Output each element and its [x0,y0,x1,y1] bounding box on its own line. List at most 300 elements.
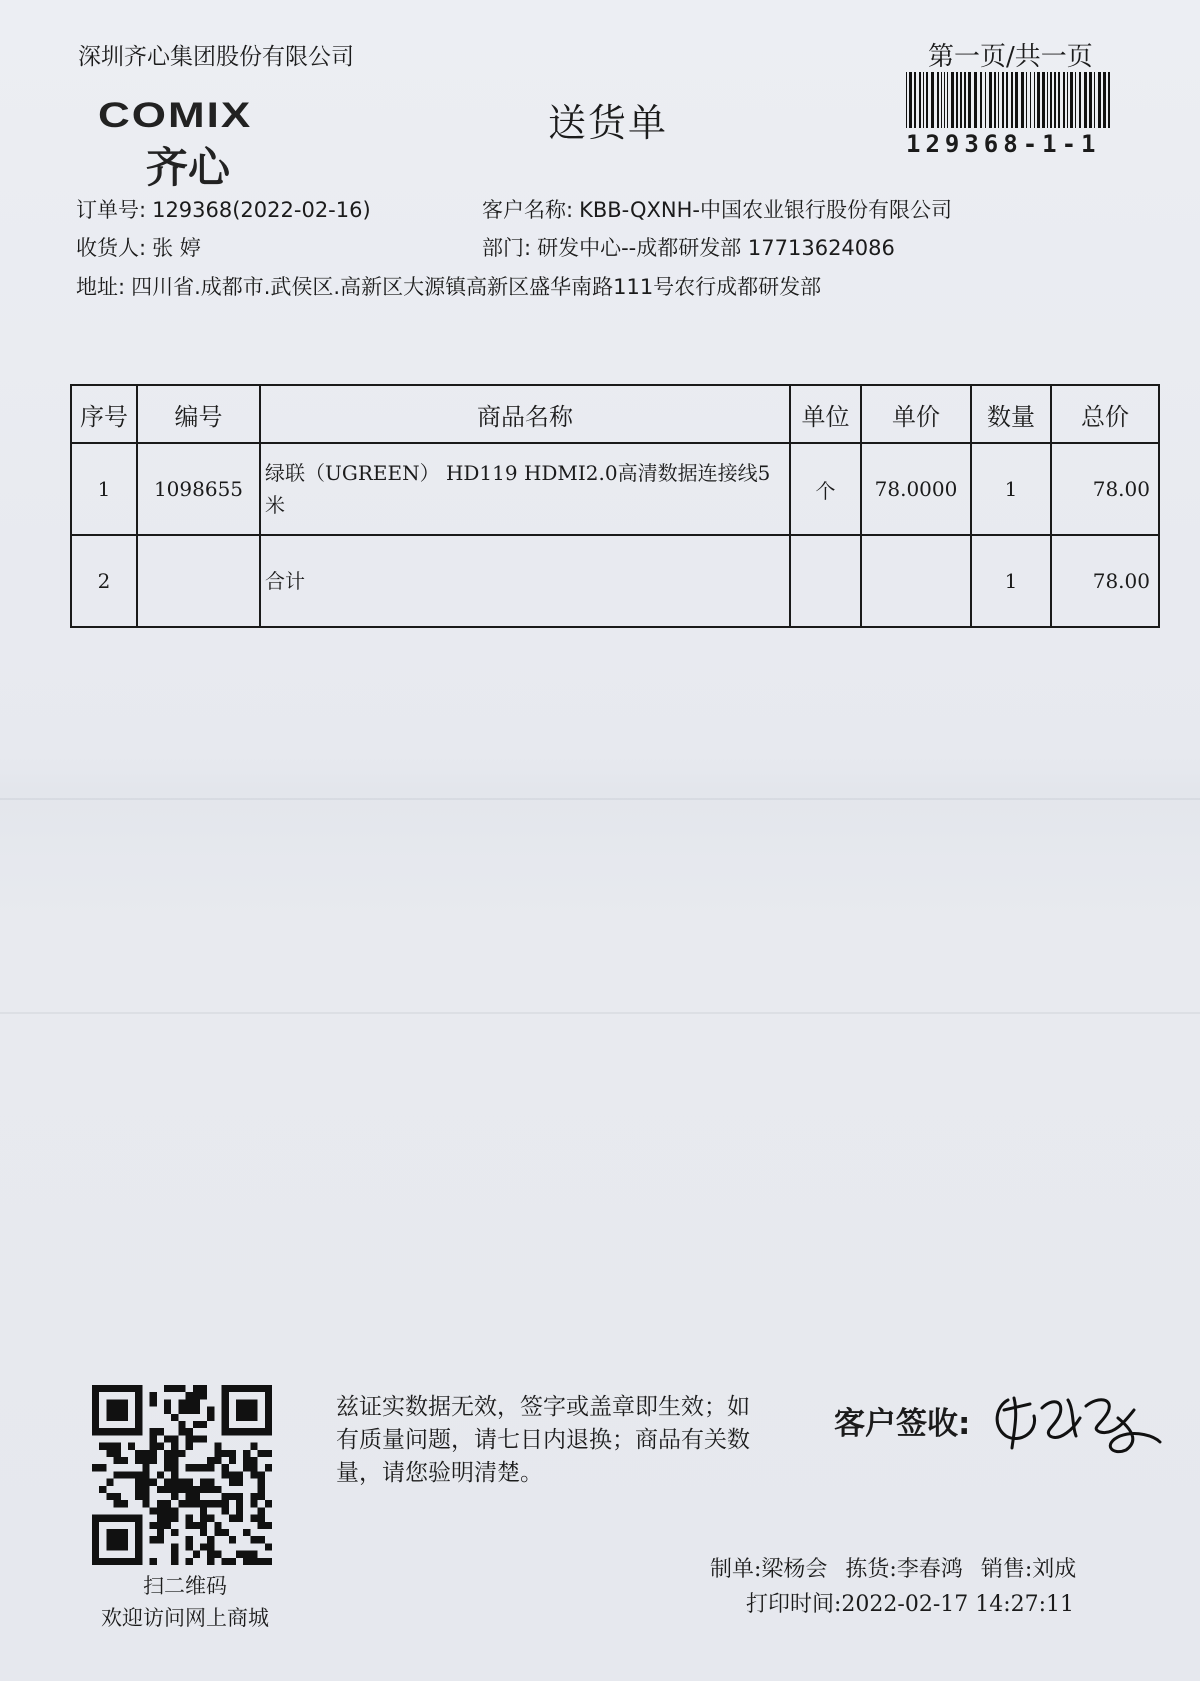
barcode-bar [1067,72,1068,128]
qr-module [222,1392,229,1399]
qr-module [114,1443,121,1450]
barcode-bar [937,72,939,128]
qr-module [135,1392,142,1399]
qr-module [135,1450,142,1457]
qr-module [236,1471,243,1478]
qr-module [222,1500,229,1507]
qr-module [193,1500,200,1507]
qr-module [243,1529,250,1536]
customer-name [482,194,952,224]
qr-module [99,1443,106,1450]
barcode-bar [941,72,942,128]
qr-module [236,1385,243,1392]
order-number [76,194,371,224]
qr-module [106,1543,113,1550]
header-unit: 单位 [790,385,861,443]
qr-module [157,1529,164,1536]
barcode-bar [1006,72,1008,128]
qr-module [229,1536,236,1543]
qr-module [200,1543,207,1550]
qr-module [128,1558,135,1565]
qr-module [121,1558,128,1565]
qr-module [150,1457,157,1464]
cell-seq: 1 [71,443,137,535]
qr-module [193,1464,200,1471]
barcode-bar [944,72,945,128]
qr-module [250,1428,257,1435]
qr-module [178,1486,185,1493]
qr-module [236,1407,243,1414]
qr-module [106,1479,113,1486]
qr-module [142,1464,149,1471]
qr-module [207,1407,214,1414]
qr-module [150,1536,157,1543]
customer-sign-label: 客户签收: [834,1406,971,1442]
qr-module [200,1421,207,1428]
qr-module [121,1399,128,1406]
qr-module [229,1428,236,1435]
qr-module [265,1399,272,1406]
cell-unit-price [861,535,971,627]
qr-module [193,1421,200,1428]
qr-module [207,1464,214,1471]
receiver-value: 张 婷 [152,236,201,260]
qr-module [243,1399,250,1406]
qr-module [171,1486,178,1493]
qr-module [99,1558,106,1565]
qr-module [186,1479,193,1486]
qr-module [207,1558,214,1565]
address-label: 地址: [76,275,126,299]
qr-module [214,1551,221,1558]
qr-module [250,1536,257,1543]
barcode-bar [1050,72,1052,128]
qr-module [164,1457,171,1464]
qr-module [157,1471,164,1478]
qr-module [222,1414,229,1421]
qr-module [178,1407,185,1414]
qr-module [193,1385,200,1392]
qr-module [142,1450,149,1457]
qr-module [186,1443,193,1450]
qr-module [135,1543,142,1550]
qr-module [178,1450,185,1457]
cell-quantity: 1 [971,443,1051,535]
cell-unit-price: 78.0000 [861,443,971,535]
qr-module [157,1536,164,1543]
qr-module [171,1479,178,1486]
qr-module [207,1479,214,1486]
qr-module [222,1399,229,1406]
qr-module [150,1479,157,1486]
qr-module [114,1529,121,1536]
qr-module [171,1464,178,1471]
receiver [76,232,201,262]
qr-module [99,1385,106,1392]
qr-module [186,1558,193,1565]
qr-module [222,1407,229,1414]
qr-module [258,1507,265,1514]
qr-module [92,1515,99,1522]
qr-module [128,1443,135,1450]
qr-module [92,1385,99,1392]
maker: 制单:梁杨会 [710,1557,828,1582]
qr-module [150,1399,157,1406]
items-table [70,384,1160,628]
qr-module [250,1399,257,1406]
qr-module [243,1385,250,1392]
qr-module [106,1428,113,1435]
qr-module [258,1486,265,1493]
header-total: 总价 [1051,385,1159,443]
qr-module [265,1543,272,1550]
cell-code [137,535,260,627]
barcode-bar [980,72,982,128]
qr-module [114,1407,121,1414]
barcode-bar [1047,72,1048,128]
qr-module [114,1385,121,1392]
barcode-bar [1011,72,1013,128]
qr-module [135,1515,142,1522]
qr-module [92,1392,99,1399]
qr-module [121,1385,128,1392]
qr-module [135,1558,142,1565]
cell-unit [790,535,861,627]
qr-module [106,1443,113,1450]
qr-module [265,1392,272,1399]
qr-module [135,1457,142,1464]
barcode-bar [951,72,954,128]
qr-module [164,1399,171,1406]
qr-module [114,1543,121,1550]
qr-module [186,1464,193,1471]
qr-module [229,1450,236,1457]
cell-product-name: 合计 [260,535,790,627]
qr-module [200,1435,207,1442]
qr-module [229,1385,236,1392]
qr-module [265,1522,272,1529]
qr-module [135,1385,142,1392]
qr-module [265,1500,272,1507]
qr-module [171,1558,178,1565]
qr-module [171,1450,178,1457]
barcode-bar [1021,72,1024,128]
qr-module [150,1558,157,1565]
qr-module [142,1486,149,1493]
qr-module [222,1471,229,1478]
qr-module [171,1385,178,1392]
qr-module [135,1551,142,1558]
qr-module [92,1407,99,1414]
qr-module [142,1493,149,1500]
qr-module [200,1529,207,1536]
qr-module [193,1551,200,1558]
qr-module [92,1399,99,1406]
qr-module [135,1529,142,1536]
barcode-bar [914,72,916,128]
qr-module [135,1486,142,1493]
qr-module [106,1529,113,1536]
barcode-bar [1042,72,1045,128]
qr-module [150,1443,157,1450]
qr-module [114,1399,121,1406]
header-product-name: 商品名称 [260,385,790,443]
qr-module [243,1407,250,1414]
barcode-bar [1075,72,1076,128]
barcode-bar [994,72,996,128]
qr-module [106,1558,113,1565]
department-value: 研发中心--成都研发部 17713624086 [537,236,895,260]
qr-module [236,1414,243,1421]
cell-unit: 个 [790,443,861,535]
qr-module [229,1457,236,1464]
qr-module [250,1493,257,1500]
qr-module [135,1407,142,1414]
qr-module [121,1471,128,1478]
qr-module [214,1443,221,1450]
qr-module [265,1428,272,1435]
customer-name-value: KBB-QXNH-中国农业银行股份有限公司 [579,198,953,222]
document-title: 送货单 [548,101,669,145]
qr-module [171,1471,178,1478]
barcode-bar [1084,72,1087,128]
qr-module [207,1551,214,1558]
qr-module [214,1522,221,1529]
qr-module [214,1450,221,1457]
qr-module [92,1428,99,1435]
address [76,271,821,301]
qr-module [222,1385,229,1392]
order-number-label: 订单号: [76,198,147,222]
qr-module [178,1500,185,1507]
qr-module [135,1536,142,1543]
qr-module [164,1450,171,1457]
qr-module [135,1421,142,1428]
qr-module [258,1558,265,1565]
qr-module [121,1414,128,1421]
qr-module [207,1536,214,1543]
qr-module [200,1385,207,1392]
barcode-bar [909,72,912,128]
qr-module [200,1392,207,1399]
qr-module [135,1479,142,1486]
qr-module [128,1385,135,1392]
qr-module [171,1443,178,1450]
barcode-bar [1015,72,1018,128]
qr-module [92,1522,99,1529]
qr-module [150,1507,157,1514]
barcode-bar [1058,72,1060,128]
qr-module [243,1457,250,1464]
qr-module [157,1507,164,1514]
qr-module [157,1428,164,1435]
qr-module [99,1486,106,1493]
qr-module [214,1500,221,1507]
qr-module [178,1399,185,1406]
qr-module [200,1515,207,1522]
qr-module [193,1493,200,1500]
qr-module [164,1479,171,1486]
barcode-bar [1037,72,1040,128]
qr-module [222,1507,229,1514]
qr-module [150,1435,157,1442]
barcode-bar [1063,72,1065,128]
qr-module [135,1399,142,1406]
cell-quantity: 1 [971,535,1051,627]
qr-module [186,1486,193,1493]
qr-module [250,1414,257,1421]
qr-module [106,1515,113,1522]
qr-module [236,1493,243,1500]
qr-module [186,1407,193,1414]
qr-module [92,1551,99,1558]
qr-module [157,1486,164,1493]
qr-module [114,1450,121,1457]
qr-module [229,1515,236,1522]
qr-module [121,1500,128,1507]
receiver-label: 收货人: [76,236,147,260]
qr-module [171,1507,178,1514]
qr-code [88,1385,276,1565]
qr-module [243,1551,250,1558]
qr-module [121,1428,128,1435]
qr-module [200,1464,207,1471]
barcode-bar [1034,72,1035,128]
qr-module [171,1515,178,1522]
svg-text:齐心: 齐心 [146,143,231,188]
qr-module [258,1493,265,1500]
qr-module [193,1392,200,1399]
qr-module [135,1522,142,1529]
qr-module [121,1515,128,1522]
qr-module [229,1479,236,1486]
qr-module [142,1479,149,1486]
cell-product-name: 绿联（UGREEN） HD119 HDMI2.0高清数据连接线5米 [260,443,790,535]
header-code: 编号 [137,385,260,443]
qr-module [236,1399,243,1406]
qr-module [114,1428,121,1435]
qr-module [250,1407,257,1414]
qr-module [250,1457,257,1464]
qr-module [222,1493,229,1500]
comix-logo [96,98,326,188]
qr-module [157,1522,164,1529]
barcode-bar [998,72,999,128]
qr-module [214,1486,221,1493]
qr-module [207,1543,214,1550]
qr-module [142,1500,149,1507]
qr-module [236,1479,243,1486]
barcode-bar [964,72,966,128]
qr-module [92,1536,99,1543]
notice-text: 兹证实数据无效，签字或盖章即生效；如有质量问题，请七日内退换；商品有关数量，请您验明清楚。 [336,1394,750,1486]
qr-module [99,1464,106,1471]
qr-module [178,1385,185,1392]
qr-module [258,1536,265,1543]
header-seq: 序号 [71,385,137,443]
barcode-bar [1108,72,1110,128]
qr-module [171,1457,178,1464]
cell-total: 78.00 [1051,535,1159,627]
qr-module [157,1515,164,1522]
qr-caption-line-1: 扫二维码 [143,1574,227,1598]
qr-module [186,1428,193,1435]
qr-module [135,1428,142,1435]
qr-module [106,1399,113,1406]
print-time: 打印时间:2022-02-17 14:27:11 [746,1592,1075,1617]
qr-module [106,1493,113,1500]
qr-module [92,1558,99,1565]
svg-text:COMIX: COMIX [98,98,253,135]
barcode-bar [1098,72,1101,128]
qr-module [250,1515,257,1522]
barcode-bar [1026,72,1027,128]
qr-module [150,1392,157,1399]
qr-module [243,1558,250,1565]
qr-module [121,1536,128,1543]
page-info: 第一页/共一页 [928,42,1093,72]
cell-total: 78.00 [1051,443,1159,535]
qr-module [222,1558,229,1565]
barcode-bar [931,72,934,128]
qr-module [171,1493,178,1500]
qr-module [250,1551,257,1558]
qr-module [193,1435,200,1442]
qr-module [164,1522,171,1529]
qr-module [164,1435,171,1442]
barcode-bar [1054,72,1056,128]
barcode-bar [947,72,948,128]
department [482,232,895,262]
qr-module [164,1486,171,1493]
qr-module [121,1529,128,1536]
qr-module [171,1543,178,1550]
qr-module [265,1385,272,1392]
qr-module [114,1471,121,1478]
qr-module [236,1507,243,1514]
qr-module [157,1500,164,1507]
qr-module [142,1471,149,1478]
paper-fold-line [0,1012,1200,1014]
barcode-bar [1002,72,1004,128]
qr-module [171,1414,178,1421]
qr-module [135,1414,142,1421]
qr-module [135,1471,142,1478]
qr-module [114,1457,121,1464]
qr-module [258,1450,265,1457]
qr-module [214,1457,221,1464]
barcode-bar [1030,72,1031,128]
qr-module [258,1471,265,1478]
qr-module [200,1486,207,1493]
qr-module [186,1392,193,1399]
qr-module [250,1471,257,1478]
barcode [904,72,1116,130]
qr-module [222,1529,229,1536]
qr-module [164,1385,171,1392]
qr-module [171,1435,178,1442]
qr-module [164,1500,171,1507]
qr-module [250,1558,257,1565]
qr-module [186,1500,193,1507]
qr-module [265,1414,272,1421]
table-row [71,443,1159,535]
qr-module [193,1486,200,1493]
qr-module [207,1414,214,1421]
barcode-bar [1079,72,1081,128]
qr-module [128,1428,135,1435]
qr-module [178,1428,185,1435]
